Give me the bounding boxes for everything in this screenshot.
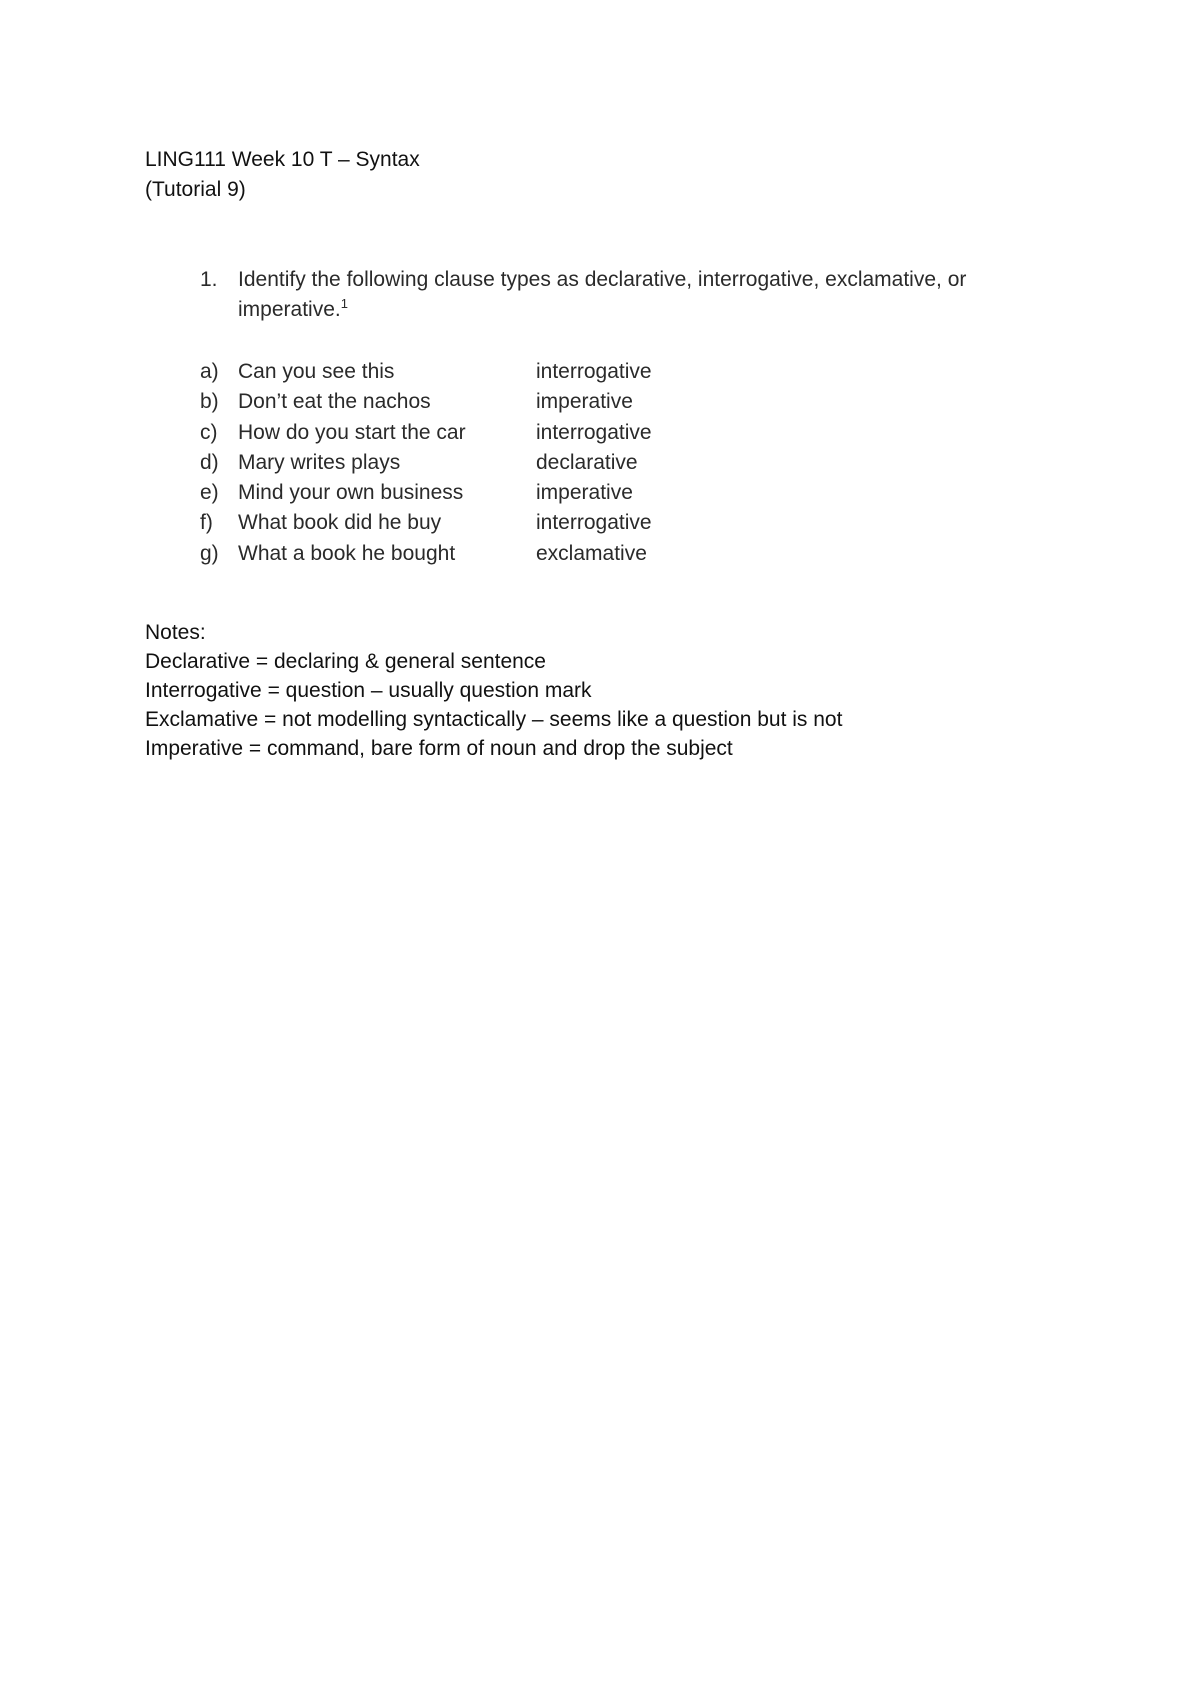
item-answer: interrogative xyxy=(536,420,652,444)
item-sentence: What book did he buy xyxy=(238,511,442,535)
item-sentence: Don’t eat the nachos xyxy=(238,390,431,414)
note-line: Declarative = declaring & general sentence xyxy=(145,650,546,673)
note-line: Exclamative = not modelling syntactically – seems like a question but is not xyxy=(145,708,843,731)
item-letter: d) xyxy=(200,450,219,474)
question-prompt-text: Identify the following clause types as declarative, interrogative, exclamative, or imperative. xyxy=(238,268,967,321)
notes-section xyxy=(145,618,842,763)
item-sentence: Mind your own business xyxy=(238,481,464,505)
document-subtitle: (Tutorial 9) xyxy=(145,178,246,201)
question-1 xyxy=(200,265,1080,325)
item-letter: c) xyxy=(200,420,218,444)
item-answer: imperative xyxy=(536,390,633,414)
question-prompt xyxy=(238,265,1080,325)
item-answer: declarative xyxy=(536,450,638,474)
document-header xyxy=(145,145,420,205)
item-sentence: What a book he bought xyxy=(238,541,456,565)
notes-heading: Notes: xyxy=(145,621,206,644)
item-answer: interrogative xyxy=(536,511,652,535)
note-line: Imperative = command, bare form of noun and drop the subject xyxy=(145,737,733,760)
item-answer: exclamative xyxy=(536,541,647,565)
item-letter: g) xyxy=(200,541,219,565)
footnote-marker: 1 xyxy=(340,296,348,311)
item-letter: a) xyxy=(200,360,219,383)
item-letter: f) xyxy=(200,511,213,535)
document-title: LING111 Week 10 T – Syntax xyxy=(145,148,420,171)
item-letter: e) xyxy=(200,481,219,505)
question-number: 1. xyxy=(200,268,218,291)
item-letter: b) xyxy=(200,390,219,414)
item-sentence: Mary writes plays xyxy=(238,450,401,474)
note-line: Interrogative = question – usually question mark xyxy=(145,679,592,702)
item-answer: imperative xyxy=(536,481,633,505)
item-answer: interrogative xyxy=(536,360,652,383)
item-sentence: Can you see this xyxy=(238,360,395,383)
item-sentence: How do you start the car xyxy=(238,420,466,444)
